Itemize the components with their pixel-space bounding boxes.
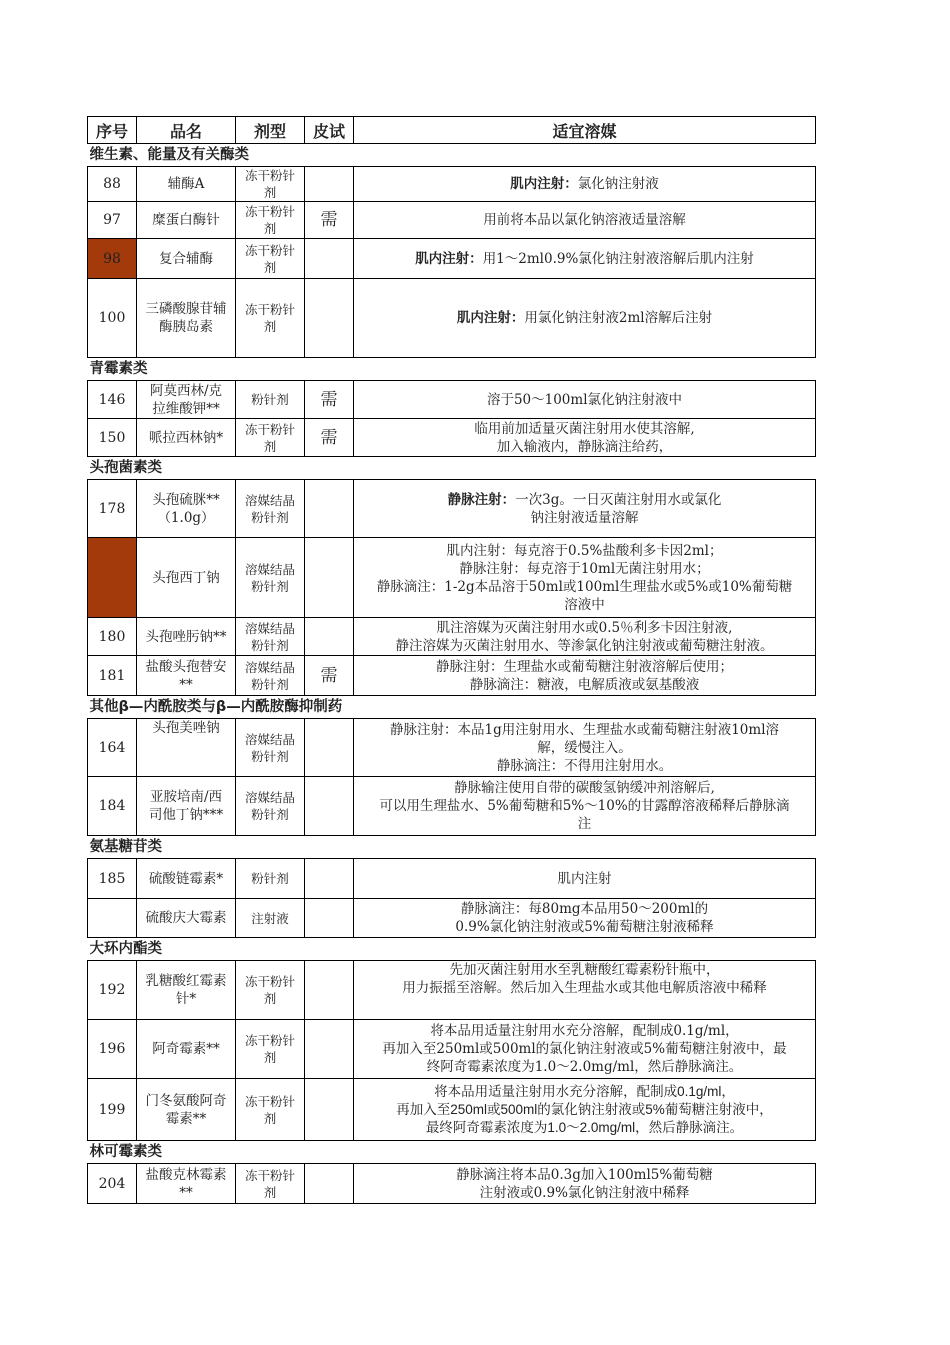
- dosage-form: 冻干粉针 剂: [236, 1164, 305, 1204]
- drug-name: 头孢美唑钠: [137, 719, 236, 777]
- category-label: 维生素、能量及有关酶类: [88, 144, 816, 167]
- table-row: [88, 480, 816, 538]
- col-header-skin-test: 皮试: [305, 117, 354, 144]
- table-row: [88, 1020, 816, 1079]
- category-label: 氨基糖苷类: [88, 836, 816, 859]
- table-row: [88, 167, 816, 202]
- row-number: 199: [88, 1079, 137, 1141]
- table-row: [88, 656, 816, 696]
- solvent: 肌内注射：每克溶于0.5%盐酸利多卡因2ml； 静脉注射：每克溶于10ml无菌注射用水； 静脉滴注：1-2g本品溶于50ml或100ml生理盐水或5%或10%葡萄糖 溶液中: [354, 538, 816, 618]
- dosage-form: 冻干粉针 剂: [236, 419, 305, 457]
- skin-test: [305, 538, 354, 618]
- col-header-solvent: 适宜溶媒: [354, 117, 816, 144]
- row-number: [88, 538, 137, 618]
- drug-name: 乳糖酸红霉素 针*: [137, 961, 236, 1020]
- drug-name: 哌拉西林钠*: [137, 419, 236, 457]
- dosage-form: 溶媒结晶 粉针剂: [236, 656, 305, 696]
- category-row: [88, 938, 816, 961]
- solvent: 肌内注射：用1～2ml0.9%氯化钠注射液溶解后肌内注射: [354, 239, 816, 279]
- drug-name: 复合辅酶: [137, 239, 236, 279]
- table-row: [88, 279, 816, 358]
- col-header-dosage-form: 剂型: [236, 117, 305, 144]
- skin-test: [305, 719, 354, 777]
- table-row: [88, 899, 816, 938]
- dosage-form: 溶媒结晶 粉针剂: [236, 618, 305, 656]
- skin-test: [305, 1079, 354, 1141]
- table-row: [88, 381, 816, 419]
- skin-test: [305, 1020, 354, 1079]
- dosage-form: 冻干粉针 剂: [236, 239, 305, 279]
- drug-name: 盐酸克林霉素 **: [137, 1164, 236, 1204]
- row-number: 192: [88, 961, 137, 1020]
- category-label: 林可霉素类: [88, 1141, 816, 1164]
- solvent: 用前将本品以氯化钠溶液适量溶解: [354, 202, 816, 239]
- skin-test: [305, 167, 354, 202]
- solvent: 肌内注射：氯化钠注射液: [354, 167, 816, 202]
- solvent: 将本品用适量注射用水充分溶解，配制成0.1g/ml， 再加入至250ml或500ml的氯化钠注射液或5%葡萄糖注射液中，最 终阿奇霉素浓度为1.0～2.0mg/ml，然后静脉滴注。: [354, 1020, 816, 1079]
- drug-name: 头孢硫脒** （1.0g）: [137, 480, 236, 538]
- row-number: 178: [88, 480, 137, 538]
- category-label: 大环内酯类: [88, 938, 816, 961]
- skin-test: 需: [305, 656, 354, 696]
- category-row: [88, 696, 816, 719]
- table-row: [88, 1079, 816, 1141]
- skin-test: [305, 961, 354, 1020]
- solvent: 静脉注射：本品1g用注射用水、生理盐水或葡萄糖注射液10ml溶 解，缓慢注入。 静脉滴注：不得用注射用水。: [354, 719, 816, 777]
- row-number: 88: [88, 167, 137, 202]
- row-number: 98: [88, 239, 137, 279]
- row-number: 164: [88, 719, 137, 777]
- skin-test: 需: [305, 202, 354, 239]
- drug-name: 辅酶A: [137, 167, 236, 202]
- table-row: [88, 777, 816, 836]
- table-row: [88, 961, 816, 1020]
- drug-name: 硫酸庆大霉素: [137, 899, 236, 938]
- solvent: 静脉滴注：每80mg本品用50～200ml的 0.9%氯化钠注射液或5%葡萄糖注射液稀释: [354, 899, 816, 938]
- table-row: [88, 419, 816, 457]
- row-number: 180: [88, 618, 137, 656]
- category-row: [88, 1141, 816, 1164]
- solvent: 肌内注射: [354, 859, 816, 899]
- drug-name: 门冬氨酸阿奇 霉素**: [137, 1079, 236, 1141]
- table-row: [88, 239, 816, 279]
- table-row: [88, 719, 816, 777]
- row-number: 97: [88, 202, 137, 239]
- dosage-form: 冻干粉针 剂: [236, 961, 305, 1020]
- row-number: 181: [88, 656, 137, 696]
- drug-name: 头孢唑肟钠**: [137, 618, 236, 656]
- drug-name: 三磷酸腺苷辅 酶胰岛素: [137, 279, 236, 358]
- row-number: 150: [88, 419, 137, 457]
- table-row: [88, 202, 816, 239]
- drug-name: 亚胺培南/西 司他丁钠***: [137, 777, 236, 836]
- solvent: 先加灭菌注射用水至乳糖酸红霉素粉针瓶中， 用力振摇至溶解。然后加入生理盐水或其他电解质溶液中稀释: [354, 961, 816, 1020]
- skin-test: 需: [305, 381, 354, 419]
- skin-test: [305, 1164, 354, 1204]
- table-row: [88, 538, 816, 618]
- table-row: [88, 1164, 816, 1204]
- row-number: [88, 899, 137, 938]
- drug-name: 盐酸头孢替安 **: [137, 656, 236, 696]
- dosage-form: 溶媒结晶 粉针剂: [236, 719, 305, 777]
- dosage-form: 粉针剂: [236, 381, 305, 419]
- skin-test: [305, 618, 354, 656]
- dosage-form: 冻干粉针 剂: [236, 279, 305, 358]
- solvent: 静脉输注使用自带的碳酸氢钠缓冲剂溶解后, 可以用生理盐水、5%葡萄糖和5%～10%的甘露醇溶液稀释后静脉滴 注: [354, 777, 816, 836]
- drug-name: 硫酸链霉素*: [137, 859, 236, 899]
- solvent: 静脉滴注将本品0.3g加入100ml5%葡萄糖 注射液或0.9%氯化钠注射液中稀释: [354, 1164, 816, 1204]
- row-number: 185: [88, 859, 137, 899]
- table-row: [88, 618, 816, 656]
- dosage-form: 溶媒结晶 粉针剂: [236, 777, 305, 836]
- solvent: 肌注溶媒为灭菌注射用水或0.5％利多卡因注射液, 静注溶媒为灭菌注射用水、等渗氯化钠注射液或葡萄糖注射液。: [354, 618, 816, 656]
- category-label: 其他β—内酰胺类与β—内酰胺酶抑制药: [88, 696, 816, 719]
- skin-test: [305, 239, 354, 279]
- dosage-form: 冻干粉针 剂: [236, 1079, 305, 1141]
- header-row: [88, 117, 816, 144]
- category-label: 青霉素类: [88, 358, 816, 381]
- drug-name: 糜蛋白酶针: [137, 202, 236, 239]
- dosage-form: 注射液: [236, 899, 305, 938]
- category-label: 头孢菌素类: [88, 457, 816, 480]
- solvent: 溶于50～100ml氯化钠注射液中: [354, 381, 816, 419]
- skin-test: [305, 777, 354, 836]
- skin-test: [305, 279, 354, 358]
- dosage-form: 冻干粉针 剂: [236, 202, 305, 239]
- col-header-drug-name: 品名: [137, 117, 236, 144]
- drug-name: 阿莫西林/克 拉维酸钾**: [137, 381, 236, 419]
- solvent: 将本品用适量注射用水充分溶解，配制成0.1g/ml， 再加入至250ml或500ml的氯化钠注射液或5%葡萄糖注射液中， 最终阿奇霉素浓度为1.0～2.0mg/ml，然后静脉滴注。: [354, 1079, 816, 1141]
- dosage-form: 粉针剂: [236, 859, 305, 899]
- skin-test: [305, 480, 354, 538]
- dosage-form: 冻干粉针 剂: [236, 1020, 305, 1079]
- solvent: 肌内注射：用氯化钠注射液2ml溶解后注射: [354, 279, 816, 358]
- skin-test: [305, 859, 354, 899]
- dosage-form: 溶媒结晶 粉针剂: [236, 538, 305, 618]
- skin-test: 需: [305, 419, 354, 457]
- row-number: 196: [88, 1020, 137, 1079]
- drug-name: 头孢西丁钠: [137, 538, 236, 618]
- drug-name: 阿奇霉素**: [137, 1020, 236, 1079]
- table-row: [88, 859, 816, 899]
- row-number: 100: [88, 279, 137, 358]
- solvent: 静脉注射：一次3g。一日灭菌注射用水或氯化 钠注射液适量溶解: [354, 480, 816, 538]
- dosage-form: 冻干粉针 剂: [236, 167, 305, 202]
- category-row: [88, 358, 816, 381]
- row-number: 204: [88, 1164, 137, 1204]
- col-header-number: 序号: [88, 117, 137, 144]
- category-row: [88, 836, 816, 859]
- category-row: [88, 144, 816, 167]
- row-number: 184: [88, 777, 137, 836]
- skin-test: [305, 899, 354, 938]
- dosage-form: 溶媒结晶 粉针剂: [236, 480, 305, 538]
- solvent: 临用前加适量灭菌注射用水使其溶解, 加入输液内，静脉滴注给药，: [354, 419, 816, 457]
- solvent: 静脉注射：生理盐水或葡萄糖注射液溶解后使用； 静脉滴注：糖液，电解质液或氨基酸液: [354, 656, 816, 696]
- row-number: 146: [88, 381, 137, 419]
- solvent-table: [87, 116, 816, 1204]
- category-row: [88, 457, 816, 480]
